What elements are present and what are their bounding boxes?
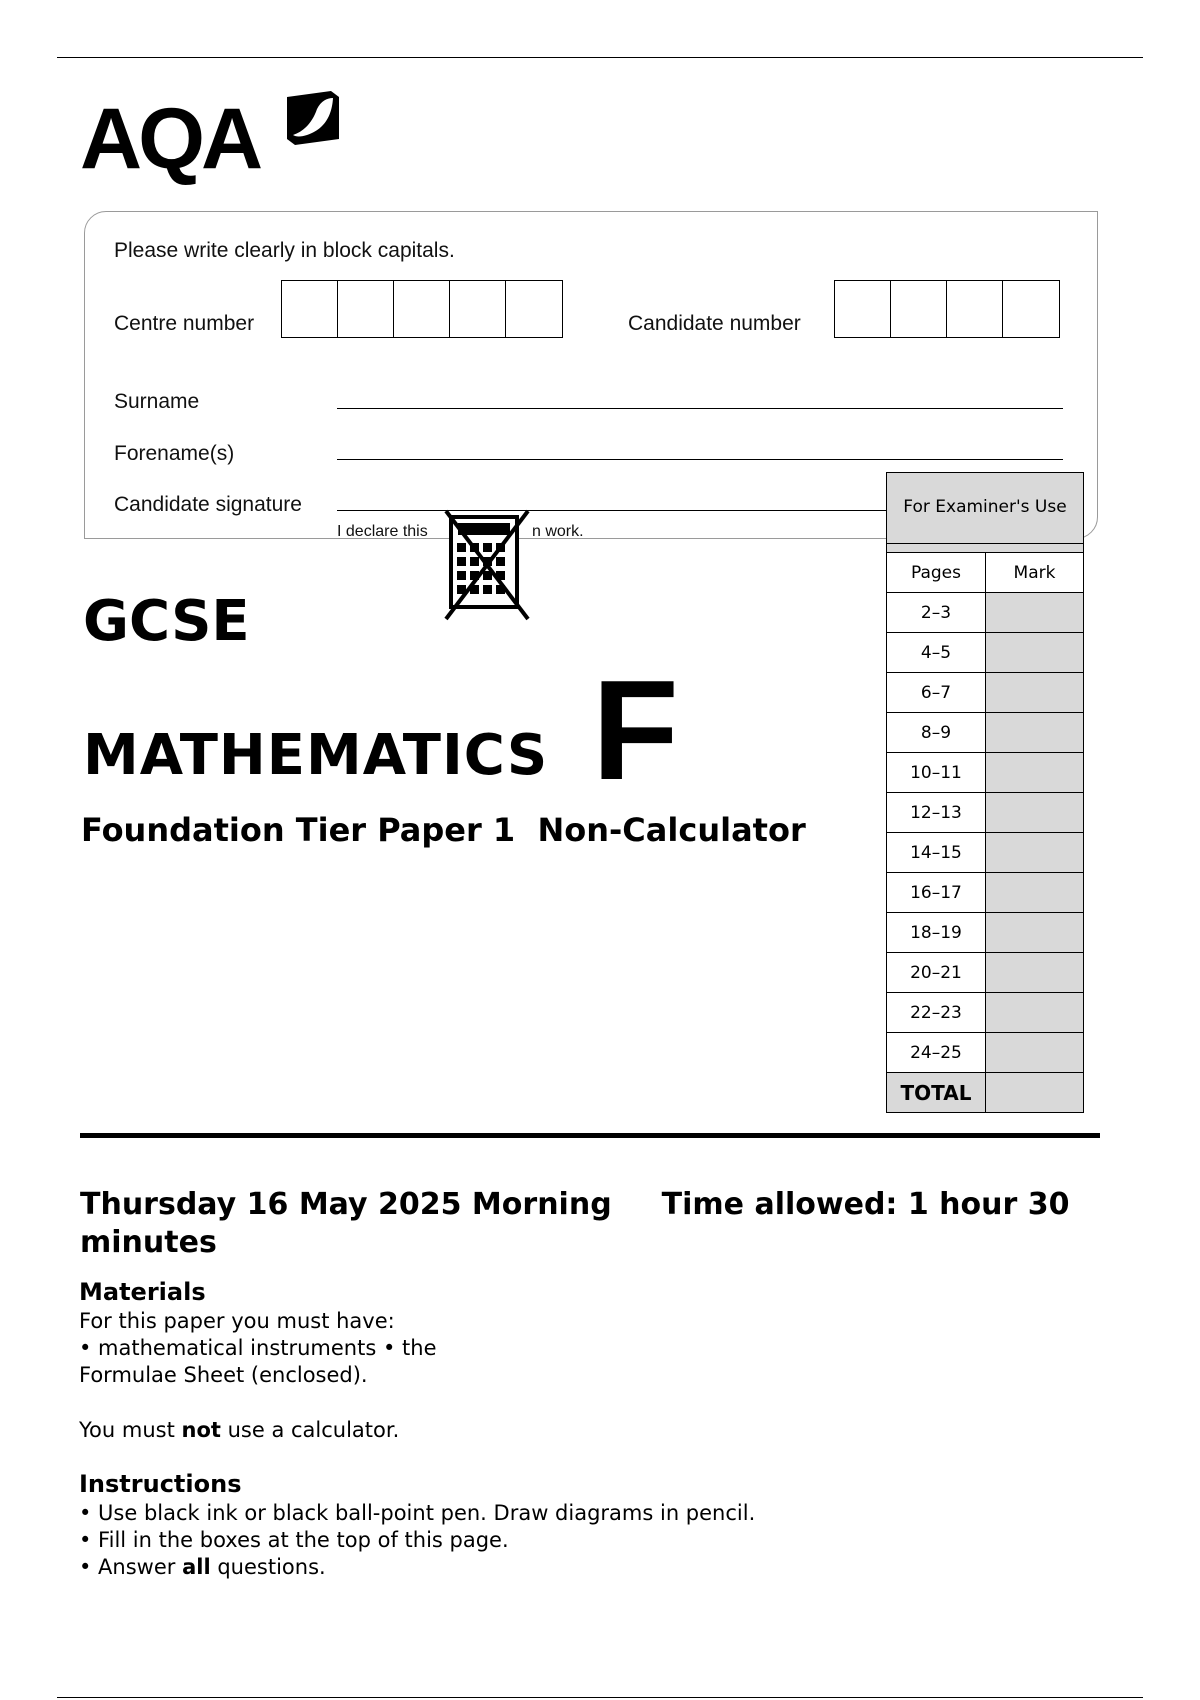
exam-date: Thursday 16 May 2025 Morning bbox=[80, 1187, 612, 1222]
pages-cell: 24–25 bbox=[887, 1033, 986, 1073]
pages-cell: 8–9 bbox=[887, 713, 986, 753]
instruction-item: • Use black ink or black ball-point pen. Draw diagrams in pencil. bbox=[79, 1501, 756, 1525]
materials-heading: Materials bbox=[79, 1278, 206, 1306]
candidate-number-box[interactable] bbox=[947, 281, 1003, 337]
declaration-text-end: n work. bbox=[532, 523, 584, 540]
mark-cell[interactable] bbox=[986, 953, 1084, 993]
pages-cell: 2–3 bbox=[887, 593, 986, 633]
forenames-line[interactable] bbox=[337, 459, 1063, 460]
calculator-rule bbox=[79, 1417, 399, 1444]
calculator-rule-emphasis: not bbox=[181, 1418, 221, 1442]
mark-cell[interactable] bbox=[986, 833, 1084, 873]
surname-line[interactable] bbox=[337, 408, 1063, 409]
instruction-item-pre: • Answer bbox=[79, 1555, 183, 1579]
mark-cell[interactable] bbox=[986, 593, 1084, 633]
pages-cell: 18–19 bbox=[887, 913, 986, 953]
instruction-item-emphasis: all bbox=[182, 1555, 211, 1579]
mark-cell[interactable] bbox=[986, 1033, 1084, 1073]
candidate-number-box[interactable] bbox=[1003, 281, 1059, 337]
mark-cell[interactable] bbox=[986, 873, 1084, 913]
calculator-rule-pre: You must bbox=[79, 1418, 182, 1442]
instruction-item bbox=[79, 1554, 755, 1581]
materials-item-line2: Formulae Sheet (enclosed). bbox=[79, 1363, 368, 1387]
declaration-text-start: I declare this bbox=[337, 523, 428, 540]
instruction-item-post: questions. bbox=[210, 1555, 326, 1579]
pages-cell: 14–15 bbox=[887, 833, 986, 873]
mark-column-header: Mark bbox=[986, 553, 1084, 593]
centre-number-label: Centre number bbox=[114, 312, 255, 335]
time-allowed: Time allowed: 1 hour 30 minutes bbox=[80, 1187, 1070, 1261]
examiner-use-table bbox=[886, 472, 1084, 1113]
instruction-item: • Fill in the boxes at the top of this page. bbox=[79, 1528, 509, 1552]
mark-cell[interactable] bbox=[986, 753, 1084, 793]
mark-cell[interactable] bbox=[986, 993, 1084, 1033]
instructions-heading: Instructions bbox=[79, 1470, 242, 1498]
centre-number-boxes[interactable] bbox=[281, 280, 563, 338]
total-label: TOTAL bbox=[887, 1073, 986, 1113]
calculator-rule-post: use a calculator. bbox=[220, 1418, 400, 1442]
top-rule bbox=[57, 57, 1143, 58]
mark-cell[interactable] bbox=[986, 913, 1084, 953]
pages-cell: 6–7 bbox=[887, 673, 986, 713]
subject-title: MATHEMATICS bbox=[83, 723, 549, 788]
candidate-number-boxes[interactable] bbox=[834, 280, 1060, 338]
pages-cell: 20–21 bbox=[887, 953, 986, 993]
materials-intro: For this paper you must have: bbox=[79, 1309, 395, 1333]
candidate-number-box[interactable] bbox=[891, 281, 947, 337]
examiner-table-separator bbox=[887, 544, 1084, 553]
mark-cell[interactable] bbox=[986, 793, 1084, 833]
materials-item-line1: • mathematical instruments • the bbox=[79, 1336, 437, 1360]
candidate-number-box[interactable] bbox=[835, 281, 891, 337]
centre-number-box[interactable] bbox=[394, 281, 450, 337]
mark-cell[interactable] bbox=[986, 673, 1084, 713]
pages-column-header: Pages bbox=[887, 553, 986, 593]
tier-letter: F bbox=[592, 651, 679, 810]
centre-number-box[interactable] bbox=[282, 281, 338, 337]
bottom-rule bbox=[57, 1697, 1143, 1698]
surname-label: Surname bbox=[114, 390, 200, 413]
qualification-title: GCSE bbox=[83, 589, 250, 654]
mark-cell[interactable] bbox=[986, 713, 1084, 753]
aqa-leaf-icon bbox=[285, 91, 339, 145]
aqa-logo bbox=[80, 88, 350, 188]
block-capitals-instruction: Please write clearly in block capitals. bbox=[114, 239, 455, 262]
materials-text bbox=[79, 1308, 437, 1389]
centre-number-box[interactable] bbox=[338, 281, 394, 337]
examiner-table-header: For Examiner's Use bbox=[887, 473, 1084, 544]
pages-cell: 12–13 bbox=[887, 793, 986, 833]
centre-number-box[interactable] bbox=[450, 281, 506, 337]
pages-cell: 4–5 bbox=[887, 633, 986, 673]
logo-text: AQA bbox=[80, 91, 260, 187]
pages-cell: 10–11 bbox=[887, 753, 986, 793]
forenames-label: Forename(s) bbox=[114, 442, 235, 465]
pages-cell: 16–17 bbox=[887, 873, 986, 913]
signature-line[interactable] bbox=[337, 510, 887, 511]
section-divider bbox=[80, 1133, 1100, 1138]
total-mark-cell[interactable] bbox=[986, 1073, 1084, 1113]
exam-date-time bbox=[80, 1186, 1120, 1263]
pages-cell: 22–23 bbox=[887, 993, 986, 1033]
candidate-number-label: Candidate number bbox=[628, 312, 801, 335]
no-calculator-icon bbox=[444, 509, 530, 621]
mark-cell[interactable] bbox=[986, 633, 1084, 673]
instructions-list bbox=[79, 1500, 755, 1581]
centre-number-box[interactable] bbox=[506, 281, 562, 337]
paper-subtitle: Foundation Tier Paper 1 Non-Calculator bbox=[81, 811, 806, 849]
signature-label: Candidate signature bbox=[114, 493, 302, 516]
